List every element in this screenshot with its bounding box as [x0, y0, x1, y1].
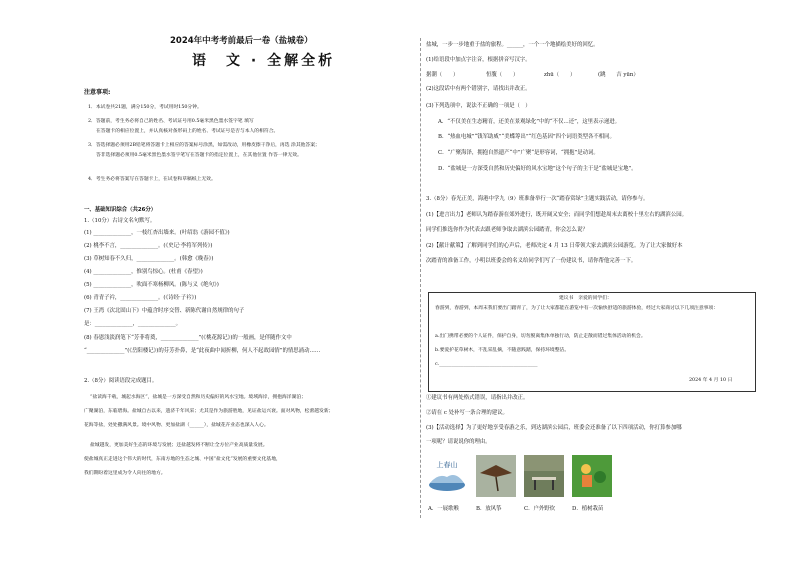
choice-d: D．植树栽苗 — [572, 506, 604, 512]
tree-planting-image — [572, 455, 612, 497]
note-item: 4．考生务必将答案写在答题卡上，在试卷和草稿纸上无效。 — [88, 177, 216, 182]
q1-line: (5) ______________，吹面不寒杨柳风。(陈与义《绝句》) — [84, 282, 219, 288]
subject-title: 语 文 · 全解全析 — [192, 53, 336, 69]
choice-c: C．户外野炊 — [524, 506, 556, 512]
note-item: 3．答选择题必须用2B铅笔将答题卡上相应的答案标号涂黑，如需改动，用橡皮擦干净后，再选 涂其他答案； — [88, 143, 320, 148]
q2-text: 我们期盼着这里成为令人向往的地方。 — [84, 471, 166, 476]
q1-line: (3) 草树知春不久归，______________。(韩愈《晚春》) — [84, 256, 214, 262]
letter-item-b: b.要爱护花草树木，不乱采乱摘，不随意践踏，保持环境整洁。 — [435, 348, 570, 353]
letter-item-a: a.出门携带必要的个人证件，保护自身，切勿脱离集体单独行动，防止走散而错过集体活动的机会。 — [435, 334, 646, 339]
q3-part3: (3)【活动选择】为了更好地享受春游之乐，到达湖滨公园后，班委会还准备了以下四项活动，你打算参加哪 — [426, 425, 682, 431]
q1-line: (6) 青青子衿，______________。(《诗经·子衿》) — [84, 295, 197, 301]
note-item: 1．本试卷共21题，满分150分，考试用时150分钟。 — [88, 105, 202, 110]
r-q2: (2)这段话中有两个错别字，请找出并改正。 — [426, 86, 531, 92]
note-item: 在答题卡的相应位置上，并认真核对条形码上的姓名、考试证号是否与本人的相符合。 — [96, 129, 279, 134]
q1-line: (1) ______________，一枝红杏出墙来。(叶绍翁《游园不值》) — [84, 230, 230, 236]
badge-text: 上春山 — [436, 461, 458, 469]
q2-text: 使盐城真正走进这个伟大的时代，东南方地的生态之城、中国“盐文化”发展的重要文化基地， — [84, 457, 281, 462]
q2-text: “盐读海千载，城起水海区”，盐城是一方深受自然和历史偏好的风水宝地。境域海岸，拥抱海洋湖泊； — [90, 395, 306, 400]
question-1: 1.（10分）古诗文名句默写。 — [84, 218, 156, 224]
question-3: 3.（8分）春光正美，海港中学九（9）班准备举行一次“踏春赏绿”主题实践活动，请你参与。 — [426, 196, 649, 202]
option-a: A．“不仅美在生态精育，还美在景观绿化”中的“不仅…还”，这里表示递进。 — [438, 119, 621, 125]
choice-a: A．一展歌喉 — [428, 506, 459, 512]
q3-part1b: 同学们推选你作为代表去跟老师争取去湖滨公园踏青，你会怎么说？ — [426, 227, 588, 233]
q1-line: (7) 王湾《次北固山下》中蕴含时序交替、新陈代谢自然规律的句子 — [84, 308, 245, 314]
q2-text: 花海等盐，处处撒满风景。境中风物、更加盐湖（______），盐城花卉业态也深入人心。 — [84, 423, 269, 428]
q3-sub1: ①建议书有两处格式错误，请指出并改正。 — [426, 395, 529, 401]
letter-body: 春游到，春游到，本周末我们要出门踏青了，为了让大家都能在游览中有一次愉快舒适的旅游体验，经过大家商讨以下几项注意事项： — [435, 306, 719, 311]
singing-image — [428, 455, 466, 497]
q1-line: (4) ______________，惟别鸟惊心。(杜甫《春望》) — [84, 269, 203, 275]
proposal-letter-box — [428, 292, 756, 392]
section-title: 一、基础知识综合（共26分） — [84, 207, 157, 213]
q2-text: 广聚湖泊，东临碧海。盐城自古以来，遗济千年风采；尤其是作为旅游胜地，见证盐运兴衰。面对风物，松蕾越发新； — [84, 409, 334, 414]
column-divider — [420, 38, 421, 518]
q1-line: 是：______________，______________。 — [84, 321, 182, 327]
r-top-text: 盐城，一步一步地重于盐的旅程。______，一个一个地描绘美好的回忆。 — [426, 42, 599, 48]
q1-line: (2) 桃李不言，______________。(《史记·李将军列传》) — [84, 243, 213, 249]
q1-line: (8) 春恩浅淡润笔下“芳菲将奠，______________”(《桃花源记》)的一般画，是伴随作文中 — [84, 335, 292, 341]
letter-title: 建议书 亲爱的同学们： — [559, 296, 612, 301]
q1-line: “______________”(《岳阳楼记》)的芬芳扑鼻，是“此夜曲中闻折柳，何人不起故园情”的情思涌动…… — [84, 348, 321, 354]
option-b: B．“热血电城”“钱军助威”“美蝶筹出”“红色基因”四个词语类型各不相同。 — [438, 134, 615, 140]
question-2: 2.（8分）阅读语段完成题目。 — [84, 378, 158, 384]
letter-item-c: c._________________________________________ — [435, 362, 538, 367]
pinyin-item: 恒腹（ ） — [486, 72, 519, 78]
notes-title: 注意事项: — [84, 89, 111, 96]
option-d: D．“盐城是一方深受自然和历史偏好的风水宝地”这个句子的主干是“盐城是宝地”。 — [438, 166, 637, 172]
q3-part2b: 次踏青的准备工作，小明以班委会的名义给同学们写了一份建议书，请你帮他完善一下。 — [426, 258, 637, 264]
q2-text: 盐城越发，更加美好生态的环境与发展；还盐越发将不断让全方位产业高质量发展。 — [90, 443, 268, 448]
note-item: 2．答题前，考生务必将自己的姓名、考试证号用0.5毫米黑色墨水签字笔 填写 — [88, 119, 254, 124]
q3-part2: (2)【献计献策】了解到同学们的心声后，老师决定 4 月 13 日带领大家去湖滨公园游览。为了让大家做好本 — [426, 243, 683, 249]
q3-part1: (1)【进言出力】老师认为踏春游在郊外进行，既开阔又安全；而同学们想趁周末去离校十里左右的湖滨公园。 — [426, 212, 687, 218]
note-item: 答非选择题必须用0.5毫米黑色墨水签字笔写在答题卡的指定位置上，在其他位置 作答一律无效。 — [96, 153, 302, 158]
pinyin-item: (跳 吉 yūn） — [598, 72, 639, 78]
kite-image — [476, 455, 516, 497]
pinyin-item: zhū（ ） — [544, 72, 576, 78]
choice-b: B．放风筝 — [476, 506, 502, 512]
option-c: C．“广聚海泽，拥抱自然遗产“中”广聚“是形容词，“拥抱”是动词。 — [438, 150, 599, 156]
q3-sub2: ②请在 c 处补写一条合理的建议。 — [426, 410, 508, 416]
r-q1: (1)给语段中加点字注音，根据拼音写汉字。 — [426, 57, 531, 63]
pinyin-item: 据潮（ ） — [426, 72, 459, 78]
q3-part3b: 一项呢？请说说你的理由。 — [426, 439, 491, 445]
letter-date: 2024 年 4 月 10 日 — [689, 378, 733, 383]
picnic-image — [524, 455, 564, 497]
r-q3: (3)下列选项中，说法不正确的一项是（ ） — [426, 103, 531, 109]
exam-title: 2024年中考考前最后一卷（盐城卷） — [170, 36, 313, 46]
